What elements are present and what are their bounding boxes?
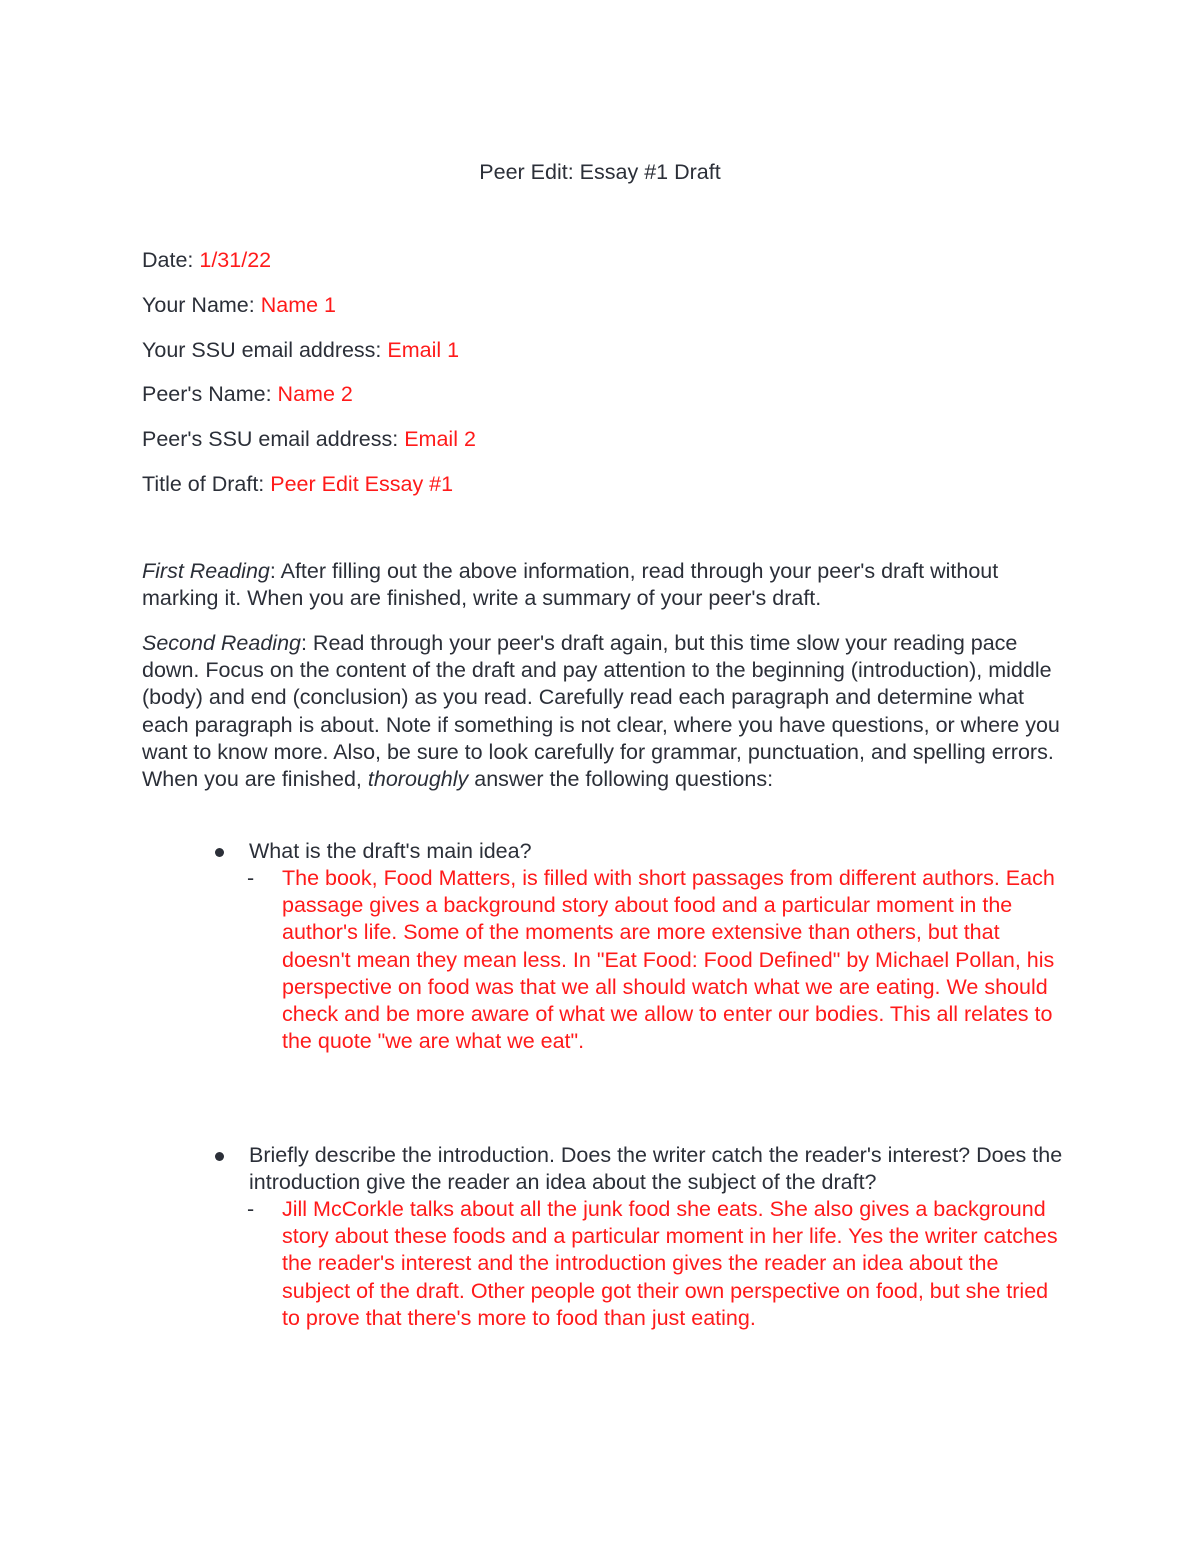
field-value: 1/31/22 [199, 248, 272, 272]
bullet-icon [215, 848, 224, 857]
answer-row [215, 1196, 1065, 1332]
your-email-field [142, 337, 476, 382]
field-value: Email 2 [404, 427, 476, 452]
field-value: Peer Edit Essay #1 [270, 471, 454, 496]
info-fields [142, 247, 476, 516]
date-field [142, 247, 476, 292]
your-name-field [142, 292, 476, 337]
question-text: What is the draft's main idea? [249, 839, 532, 863]
field-label: Your Name: [142, 292, 261, 317]
field-label: Your SSU email address: [142, 337, 388, 362]
field-value: Name 2 [277, 382, 353, 407]
field-label: Date: [142, 248, 200, 272]
field-value: Name 1 [260, 292, 337, 317]
second-reading-emphasis: thoroughly [367, 767, 469, 792]
second-reading-tail: answer the following questions: [468, 767, 774, 792]
second-reading-paragraph [142, 630, 1062, 793]
question-row [215, 1142, 1065, 1196]
second-reading-text: : Read through your peer's draft again, but this time slow your reading pace down. Focus on the content of the draft and pay attention to the beginning (introduction), middle (body) and end (conclusion) as you read. Carefully read each paragraph and determine what each paragraph is about. Note if something is not clear, where you have questions, or where you want to know more. Also, be sure to look carefully for grammar, punctuation, and spelling errors. When you are finished, [142, 631, 1060, 792]
answer-row [215, 865, 1065, 1055]
dash-marker: - [247, 1197, 255, 1221]
field-value: Email 1 [387, 337, 460, 362]
bullet-icon [215, 1152, 224, 1161]
question-row [215, 838, 1065, 865]
first-reading-paragraph [142, 558, 1062, 612]
answer-text: The book, Food Matters, is filled with short passages from different authors. Each passage gives a background story about food and a particular moment in the author's life. Some of the moments are more extensive than others, but that doesn't mean they mean less. In "Eat Food: Food Defined" by Michael Pollan, his perspective on food was that we all should watch what we are eating. We should check and be more aware of what we allow to enter our bodies. This all relates to the quote "we are what we eat". [282, 866, 1055, 1054]
answer-text: Jill McCorkle talks about all the junk food she eats. She also gives a background story about these foods and a particular moment in her life. Yes the writer catches the reader's interest and the introduction gives the reader an idea about the subject of the draft. Other people got their own perspective on food, but she tried to prove that there's more to food than just eating. [282, 1197, 1058, 1330]
question-item [215, 1142, 1065, 1332]
first-reading-text: : After filling out the above information, read through your peer's draft without marking it. When you are finished, write a summary of your peer's draft. [142, 559, 999, 611]
field-label: Peer's Name: [142, 382, 278, 407]
peer-name-field [142, 381, 476, 426]
field-label: Title of Draft: [142, 471, 271, 496]
first-reading-heading: First Reading [142, 559, 270, 583]
question-text: Briefly describe the introduction. Does the writer catch the reader's interest? Does the introduction give the reader an idea about the subject of the draft? [249, 1143, 1063, 1194]
second-reading-heading: Second Reading [142, 631, 301, 655]
question-item [215, 838, 1065, 1055]
draft-title-field [142, 471, 476, 516]
field-label: Peer's SSU email address: [142, 427, 405, 452]
document-title: Peer Edit: Essay #1 Draft [479, 160, 721, 184]
dash-marker: - [247, 866, 255, 890]
peer-email-field [142, 426, 476, 471]
